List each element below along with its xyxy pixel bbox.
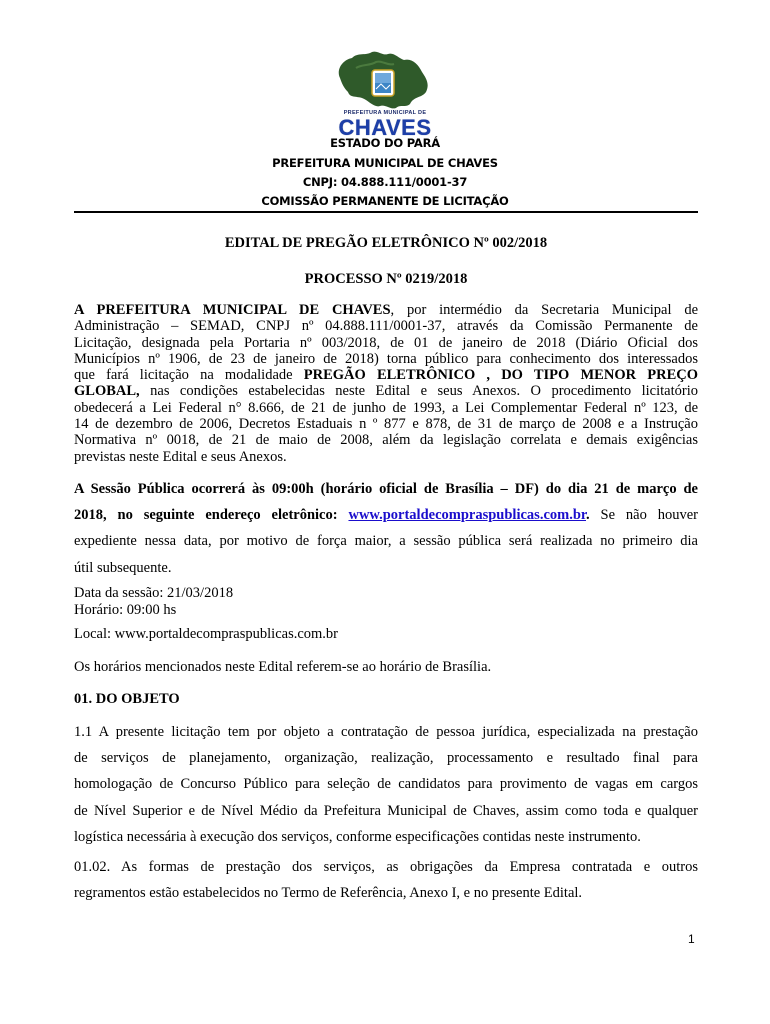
timezone-note: Os horários mencionados neste Edital referem-se ao horário de Brasília. <box>74 659 492 675</box>
session-text: Se não houver <box>589 507 699 524</box>
logo-wordmark: CHAVES <box>338 115 432 140</box>
session-text: A Sessão Pública ocorrerá às 09:00h (horário oficial de Brasília – DF) do dia 21 de março de <box>74 481 698 497</box>
section-title-objeto: 01. DO OBJETO <box>74 691 180 707</box>
session-location: Local: www.portaldecompraspublicas.com.br <box>74 626 339 642</box>
modality: PREGÃO ELETRÔNICO , DO TIPO MENOR PREÇO <box>303 367 698 384</box>
intro-text: Administração – SEMAD, CNPJ nº 04.888.111/0001-37, através da Comissão Permanente de <box>74 318 698 335</box>
objeto-text: logística necessária à execução dos serviços, conforme especificações contidas neste instrumento. <box>74 828 641 845</box>
municipal-logo <box>326 48 444 140</box>
header-prefeitura: PREFEITURA MUNICIPAL DE CHAVES <box>272 156 498 170</box>
intro-text: , por intermédio da Secretaria Municipal de <box>390 302 699 318</box>
intro-text: 14 de dezembro de 2006, Decretos Estaduais n º 877 e 878, de 31 de março de 2008 e a Instrução <box>74 416 698 433</box>
header-state: ESTADO DO PARÁ <box>330 136 440 150</box>
portal-link[interactable]: www.portaldecompraspublicas.com.br <box>348 507 586 524</box>
intro-text: Municípios nº 1906, de 23 de janeiro de 2018) torna público para conhecimento dos interessados <box>74 350 698 367</box>
intro-text: Normativa nº 0018, de 21 de maio de 2008, além da legislação correlata e demais exigências <box>74 432 698 449</box>
processo-title: PROCESSO Nº 0219/2018 <box>304 271 468 287</box>
header-divider <box>74 211 698 213</box>
intro-text: nas condições estabelecidas neste Edital e seus Anexos. O procedimento licitatório <box>139 383 698 400</box>
formas-paragraph <box>74 854 698 906</box>
intro-text: Licitação, designada pela Portaria nº 003/2018, de 01 de janeiro de 2018 (Diário Oficial dos <box>74 334 698 351</box>
page-number: 1 <box>688 932 695 946</box>
intro-text: obedecerá a Lei Federal n° 8.666, de 21 de junho de 1993, a Lei Complementar Federal nº 123, de <box>74 399 698 416</box>
edital-title: EDITAL DE PREGÃO ELETRÔNICO Nº 002/2018 <box>224 235 548 251</box>
intro-text: previstas neste Edital e seus Anexos. <box>74 448 287 465</box>
formas-text: 01.02. As formas de prestação dos serviços, as obrigações da Empresa contratada e outros <box>74 859 698 875</box>
header-cnpj: CNPJ: 04.888.111/0001-37 <box>302 175 468 189</box>
objeto-text: 1.1 A presente licitação tem por objeto a contratação de pessoa jurídica, especializada na prestação <box>74 724 698 740</box>
header-commission: COMISSÃO PERMANENTE DE LICITAÇÃO <box>261 194 509 208</box>
session-text: . <box>586 507 590 524</box>
session-text: expediente nessa data, por motivo de força maior, a sessão pública será realizada no primeiro dia <box>74 533 698 550</box>
intro-text: que fará licitação na modalidade <box>74 367 304 384</box>
session-paragraph <box>74 476 698 581</box>
objeto-text: homologação de Concurso Público para seleção de candidatos para provimento de vagas em cargos <box>74 776 698 793</box>
modality-type: GLOBAL, <box>74 383 140 400</box>
session-date: Data da sessão: 21/03/2018 <box>74 585 234 601</box>
objeto-text: de Nível Superior e de Nível Médio da Prefeitura Municipal de Chaves, assim como toda e qualquer <box>74 802 698 819</box>
intro-paragraph <box>74 302 698 465</box>
session-time: Horário: 09:00 hs <box>74 602 177 618</box>
session-text: 2018, no seguinte endereço eletrônico: <box>74 507 349 524</box>
municipal-map-emblem-icon <box>326 48 444 112</box>
objeto-text: de serviços de planejamento, organização, realização, processamento e resultado final para <box>74 750 698 767</box>
formas-text: regramentos estão estabelecidos no Termo de Referência, Anexo I, e no presente Edital. <box>74 885 583 902</box>
session-text: útil subsequente. <box>74 559 172 576</box>
objeto-paragraph <box>74 719 698 850</box>
logo-caption: PREFEITURA MUNICIPAL DE <box>343 110 427 116</box>
intro-entity: A PREFEITURA MUNICIPAL DE CHAVES <box>74 302 391 318</box>
